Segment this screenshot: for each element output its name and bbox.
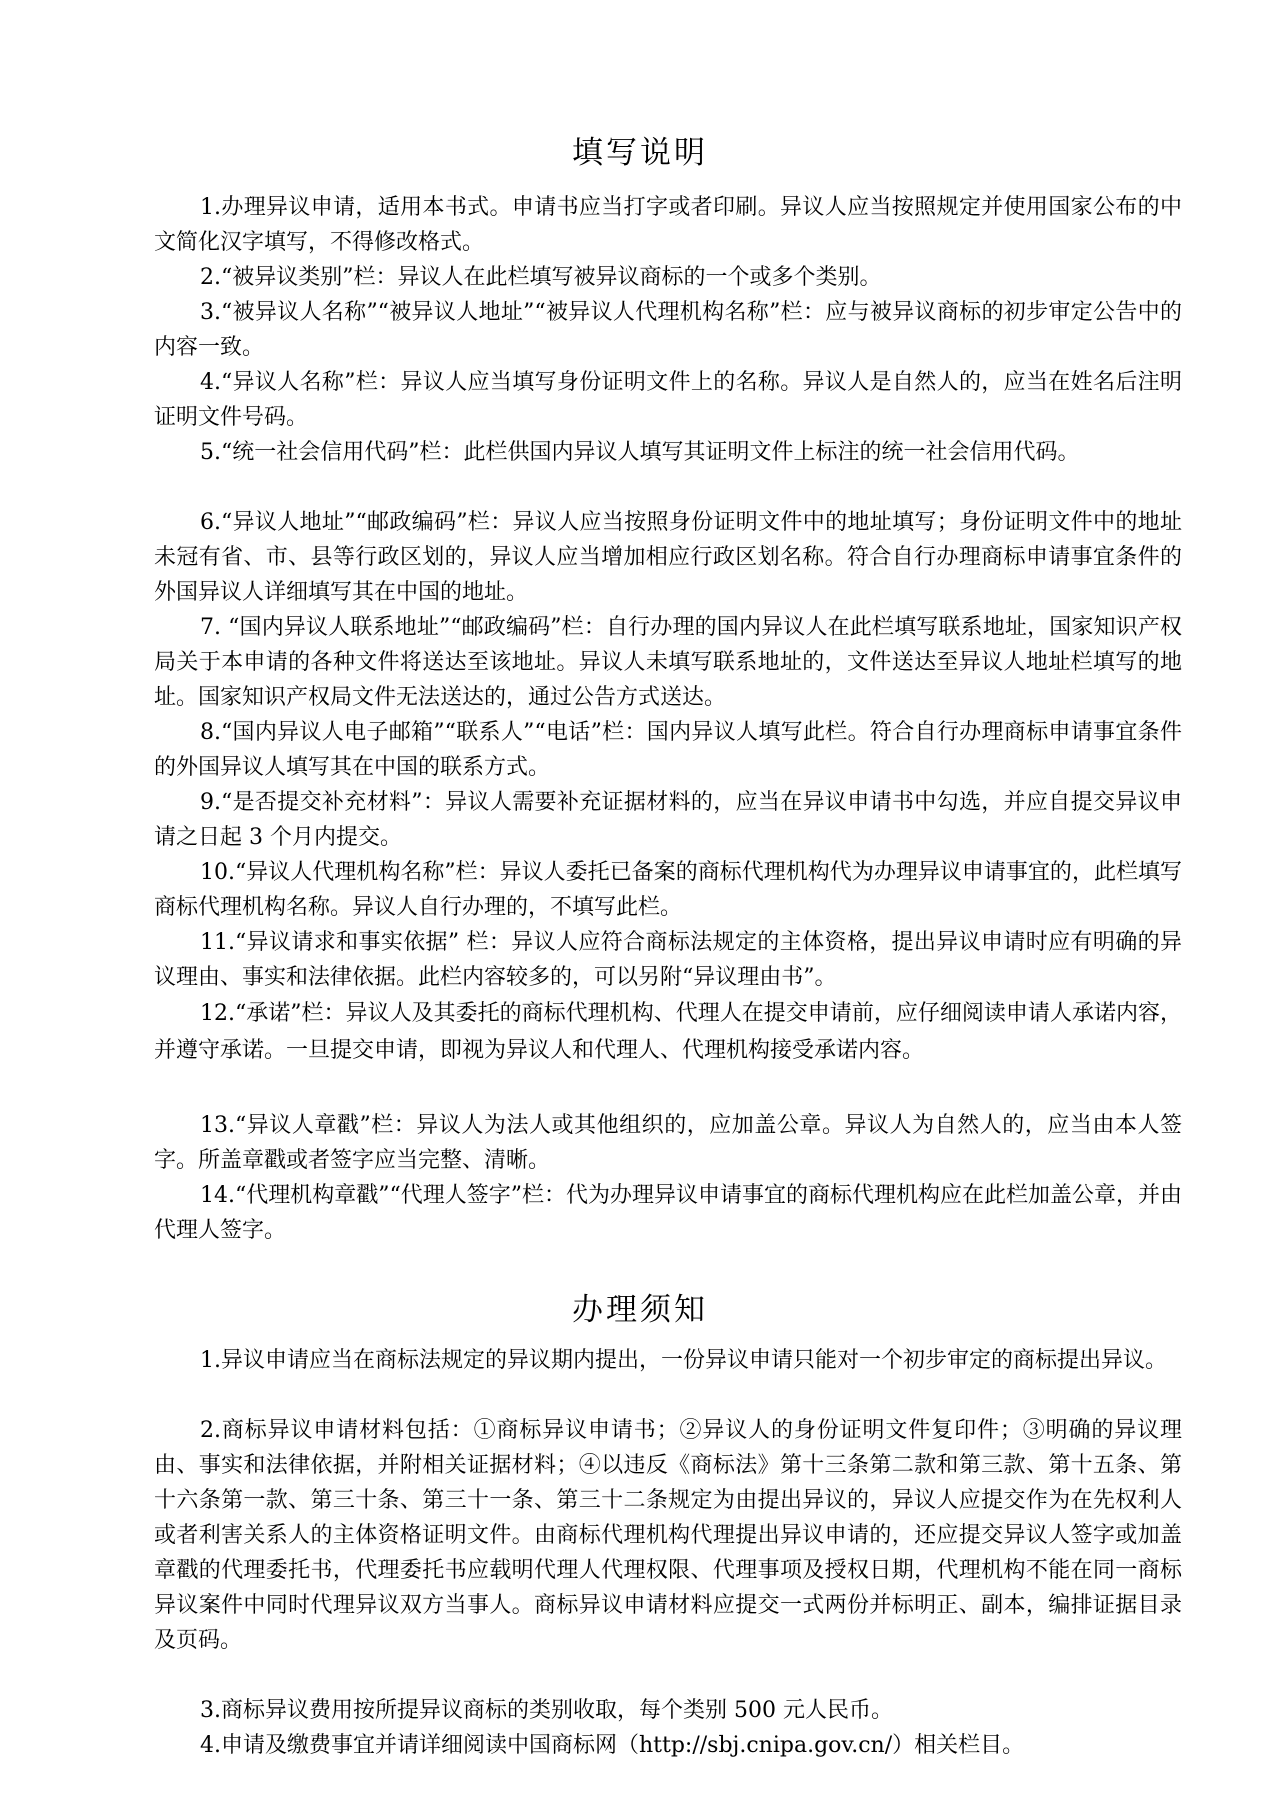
instruction-item-9: 9.“是否提交补充材料”：异议人需要补充证据材料的，应当在异议申请书中勾选，并应自提交异议申请之日起 3 个月内提交。 xyxy=(154,790,1182,850)
instruction-item-11: 11.“异议请求和事实依据” 栏：异议人应符合商标法规定的主体资格，提出异议申请时应有明确的异议理由、事实和法律依据。此栏内容较多的，可以另附“异议理由书”。 xyxy=(154,930,1182,990)
notice-item-1: 1.异议申请应当在商标法规定的异议期内提出，一份异议申请只能对一个初步审定的商标提出异议。 xyxy=(200,1348,1167,1373)
instruction-item-7: 7. “国内异议人联系地址”“邮政编码”栏：自行办理的国内异议人在此栏填写联系地址，国家知识产权局关于本申请的各种文件将送达至该地址。异议人未填写联系地址的，文件送达至异议人地址栏填写的地址。国家知识产权局文件无法送达的，通过公告方式送达。 xyxy=(154,615,1182,710)
instruction-item-5: 5.“统一社会信用代码”栏：此栏供国内异议人填写其证明文件上标注的统一社会信用代码。 xyxy=(200,440,1080,465)
instruction-item-6: 6.“异议人地址”“邮政编码”栏：异议人应当按照身份证明文件中的地址填写；身份证明文件中的地址未冠有省、市、县等行政区划的，异议人应当增加相应行政区划名称。符合自行办理商标申请事宜条件的外国异议人详细填写其在中国的地址。 xyxy=(154,510,1182,605)
notice-item-4: 4.申请及缴费事宜并请详细阅读中国商标网（http://sbj.cnipa.gov.cn/）相关栏目。 xyxy=(200,1733,1025,1758)
instruction-item-13: 13.“异议人章戳”栏：异议人为法人或其他组织的，应加盖公章。异议人为自然人的，应当由本人签字。所盖章戳或者签字应当完整、清晰。 xyxy=(154,1113,1182,1173)
instruction-item-12: 12.“承诺”栏：异议人及其委托的商标代理机构、代理人在提交申请前，应仔细阅读申请人承诺内容，并遵守承诺。一旦提交申请，即视为异议人和代理人、代理机构接受承诺内容。 xyxy=(154,1001,1182,1063)
instruction-item-4: 4.“异议人名称”栏：异议人应当填写身份证明文件上的名称。异议人是自然人的，应当在姓名后注明证明文件号码。 xyxy=(154,370,1182,430)
instruction-item-3: 3.“被异议人名称”“被异议人地址”“被异议人代理机构名称”栏：应与被异议商标的初步审定公告中的内容一致。 xyxy=(154,300,1182,360)
notice-item-2: 2.商标异议申请材料包括：①商标异议申请书；②异议人的身份证明文件复印件；③明确的异议理由、事实和法律依据，并附相关证据材料；④以违反《商标法》第十三条第二款和第三款、第十五条、第十六条第一款、第三十条、第三十一条、第三十二条规定为由提出异议的，异议人应提交作为在先权利人或者利害关系人的主体资格证明文件。由商标代理机构代理提出异议申请的，还应提交异议人签字或加盖章戳的代理委托书，代理委托书应载明代理人代理权限、代理事项及授权日期，代理机构不能在同一商标异议案件中同时代理异议双方当事人。商标异议申请材料应提交一式两份并标明正、副本，编排证据目录及页码。 xyxy=(154,1418,1182,1653)
instruction-item-8: 8.“国内异议人电子邮箱”“联系人”“电话”栏：国内异议人填写此栏。符合自行办理商标申请事宜条件的外国异议人填写其在中国的联系方式。 xyxy=(154,720,1182,780)
section-title-instructions: 填写说明 xyxy=(572,135,708,171)
notice-item-3: 3.商标异议费用按所提异议商标的类别收取，每个类别 500 元人民币。 xyxy=(200,1698,893,1723)
section-title-notice: 办理须知 xyxy=(572,1292,708,1328)
instruction-item-2: 2.“被异议类别”栏：异议人在此栏填写被异议商标的一个或多个类别。 xyxy=(200,265,882,290)
instruction-item-10: 10.“异议人代理机构名称”栏：异议人委托已备案的商标代理机构代为办理异议申请事宜的，此栏填写商标代理机构名称。异议人自行办理的，不填写此栏。 xyxy=(154,860,1182,920)
instruction-item-14: 14.“代理机构章戳”“代理人签字”栏：代为办理异议申请事宜的商标代理机构应在此栏加盖公章，并由代理人签字。 xyxy=(154,1183,1182,1243)
instruction-item-1: 1.办理异议申请，适用本书式。申请书应当打字或者印刷。异议人应当按照规定并使用国家公布的中文简化汉字填写，不得修改格式。 xyxy=(154,195,1182,255)
